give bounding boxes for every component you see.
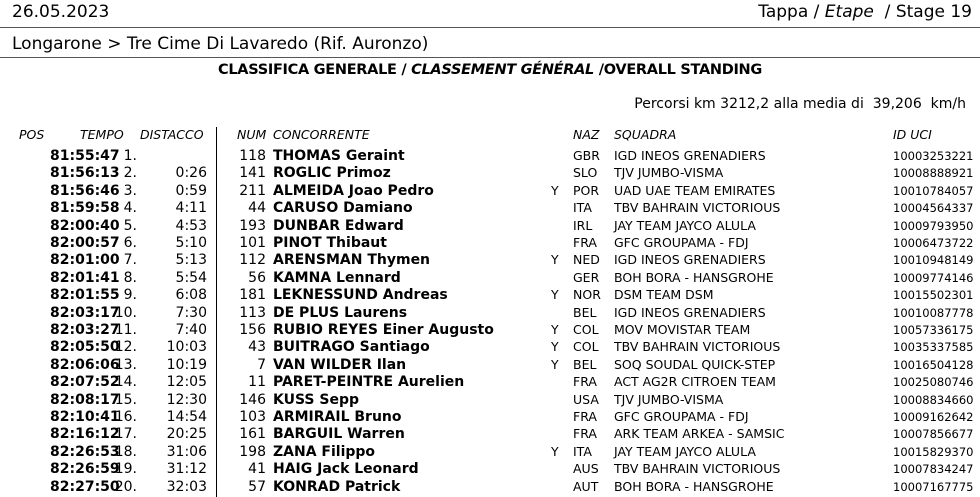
- uci-id: 10008888921: [893, 166, 974, 181]
- total-time: 82:01:55: [50, 287, 120, 304]
- stage-word-it: Tappa: [758, 2, 809, 22]
- team-name: MOV MOVISTAR TEAM: [614, 322, 751, 337]
- team-name: IGD INEOS GRENADIERS: [614, 304, 766, 320]
- race-summary: [634, 96, 966, 112]
- title-fr: CLASSEMENT GÉNÉRAL: [411, 62, 595, 78]
- rider-name: KUSS Sepp: [273, 391, 360, 408]
- table-row: [0, 444, 980, 461]
- total-time: 82:07:52: [50, 374, 120, 391]
- nationality: NED: [573, 252, 600, 268]
- table-row: [0, 200, 980, 217]
- nationality: GBR: [573, 148, 600, 163]
- team-name: ARK TEAM ARKEA - SAMSIC: [614, 426, 785, 442]
- rider-name: DE PLUS Laurens: [273, 304, 408, 321]
- time-gap: 12:05: [166, 374, 207, 391]
- young-rider-flag: Y: [551, 252, 559, 268]
- table-row: [0, 287, 980, 304]
- rider-name: KONRAD Patrick: [273, 478, 401, 495]
- rider-name: RUBIO REYES Einer Augusto: [273, 322, 494, 338]
- nationality: FRA: [573, 409, 597, 424]
- col-header-pos: POS: [19, 127, 45, 142]
- title-it: CLASSIFICA GENERALE: [218, 62, 397, 78]
- position: 9.: [123, 287, 137, 304]
- table-row: [0, 270, 980, 287]
- bib-number: 112: [239, 252, 266, 269]
- table-row: [0, 461, 980, 478]
- nationality: COL: [573, 322, 599, 337]
- table-row: [0, 409, 980, 426]
- team-name: TJV JUMBO-VISMA: [614, 165, 724, 181]
- uci-id: 10015502301: [893, 288, 974, 303]
- uci-id: 10010087778: [893, 305, 974, 320]
- uci-id: 10003253221: [893, 149, 974, 163]
- team-name: SOQ SOUDAL QUICK-STEP: [614, 356, 776, 372]
- total-time: 82:16:12: [50, 426, 120, 443]
- uci-id: 10007167775: [893, 479, 974, 494]
- position: 19.: [114, 461, 137, 478]
- rider-name: ARENSMAN Thymen: [273, 252, 431, 269]
- total-time: 82:08:17: [50, 391, 120, 408]
- time-gap: 32:03: [166, 478, 207, 495]
- total-time: 82:26:59: [50, 461, 120, 478]
- position: 17.: [114, 426, 137, 443]
- rider-name: ZANA Filippo: [273, 443, 376, 460]
- time-gap: 4:53: [175, 217, 207, 234]
- team-name: TJV JUMBO-VISMA: [614, 391, 724, 407]
- col-header-gap: DISTACCO: [140, 127, 204, 142]
- rider-name: BUITRAGO Santiago: [273, 339, 430, 356]
- table-row: [0, 305, 980, 322]
- nationality: AUT: [573, 478, 599, 494]
- bib-number: 7: [257, 356, 266, 373]
- bib-number: 44: [248, 200, 266, 217]
- rider-name: ARMIRAIL Bruno: [273, 409, 402, 425]
- rider-name: VAN WILDER Ilan: [273, 356, 407, 373]
- summary-speed: 39,206: [872, 96, 922, 112]
- position: 15.: [114, 391, 137, 408]
- team-name: JAY TEAM JAYCO ALULA: [614, 443, 756, 459]
- total-time: 82:00:40: [50, 217, 120, 234]
- classification-title: CLASSIFICA GENERALE / CLASSEMENT GÉNÉRAL /OVERALL STANDING: [218, 62, 762, 78]
- title-en: OVERALL STANDING: [603, 62, 762, 78]
- uci-id: 10010948149: [893, 253, 974, 268]
- nationality: USA: [573, 391, 599, 407]
- total-time: 81:56:46: [50, 182, 120, 199]
- position: 8.: [123, 269, 137, 286]
- col-header-num: NUM: [237, 127, 267, 142]
- stage-date: 26.05.2023: [12, 2, 110, 22]
- total-time: 82:26:53: [50, 443, 120, 460]
- time-gap: 0:59: [175, 182, 207, 199]
- table-row: [0, 339, 980, 356]
- table-row: [0, 235, 980, 252]
- summary-label: Percorsi km: [634, 96, 716, 112]
- nationality: POR: [573, 182, 600, 198]
- bib-number: 118: [239, 148, 266, 164]
- time-gap: 7:30: [175, 304, 207, 321]
- stage-label: Tappa / Etape / Stage 19: [758, 2, 972, 22]
- team-name: GFC GROUPAMA - FDJ: [614, 409, 749, 424]
- team-name: GFC GROUPAMA - FDJ: [614, 235, 749, 250]
- young-rider-flag: Y: [551, 182, 559, 198]
- col-header-uci: ID UCI: [893, 127, 932, 142]
- nationality: SLO: [573, 165, 598, 181]
- team-name: TBV BAHRAIN VICTORIOUS: [614, 339, 781, 355]
- time-gap: 5:10: [175, 235, 207, 251]
- bib-number: 57: [248, 478, 266, 495]
- young-rider-flag: Y: [551, 443, 559, 459]
- bib-number: 211: [239, 182, 266, 199]
- col-header-team: SQUADRA: [614, 127, 677, 142]
- position: 14.: [114, 374, 137, 391]
- young-rider-flag: Y: [551, 339, 559, 355]
- team-name: ACT AG2R CITROEN TEAM: [614, 374, 776, 390]
- table-row: [0, 148, 980, 165]
- uci-id: 10009162642: [893, 410, 974, 424]
- total-time: 81:55:47: [50, 148, 120, 164]
- total-time: 82:10:41: [50, 409, 120, 425]
- young-rider-flag: Y: [551, 322, 559, 337]
- table-row: [0, 183, 980, 200]
- total-time: 82:01:41: [50, 269, 120, 286]
- bib-number: 103: [239, 409, 266, 425]
- route-divider: [0, 57, 980, 58]
- table-row: [0, 165, 980, 182]
- rider-name: DUNBAR Edward: [273, 217, 404, 234]
- bib-number: 181: [239, 287, 266, 304]
- nationality: IRL: [573, 217, 593, 233]
- rider-name: ROGLIC Primoz: [273, 165, 391, 182]
- summary-unit: km/h: [930, 96, 966, 112]
- time-gap: 20:25: [166, 426, 207, 443]
- rider-name: CARUSO Damiano: [273, 200, 413, 217]
- team-name: UAD UAE TEAM EMIRATES: [614, 182, 776, 198]
- table-row: [0, 479, 980, 496]
- nationality: COL: [573, 339, 599, 355]
- time-gap: 4:11: [175, 200, 207, 217]
- time-gap: 6:08: [175, 287, 207, 304]
- time-gap: 31:12: [166, 461, 207, 478]
- nationality: BEL: [573, 356, 597, 372]
- table-row: [0, 374, 980, 391]
- table-row: [0, 392, 980, 409]
- uci-id: 10006473722: [893, 236, 974, 250]
- position: 3.: [123, 182, 137, 199]
- position: 2.: [123, 165, 137, 182]
- young-rider-flag: Y: [551, 287, 559, 303]
- total-time: 82:00:57: [50, 235, 120, 251]
- team-name: BOH BORA - HANSGROHE: [614, 478, 774, 494]
- team-name: IGD INEOS GRENADIERS: [614, 148, 766, 163]
- summary-distance: 3212,2: [720, 96, 770, 112]
- total-time: 82:27:50: [50, 478, 120, 495]
- bib-number: 56: [248, 269, 266, 286]
- uci-id: 10025080746: [893, 375, 974, 390]
- team-name: DSM TEAM DSM: [614, 287, 714, 303]
- route-title: Longarone > Tre Cime Di Lavaredo (Rif. Auronzo): [12, 34, 429, 54]
- nationality: NOR: [573, 287, 601, 303]
- uci-id: 10007834247: [893, 462, 974, 477]
- table-row: [0, 426, 980, 443]
- nationality: FRA: [573, 426, 597, 442]
- table-row: [0, 252, 980, 269]
- position: 1.: [123, 148, 137, 164]
- position: 18.: [114, 443, 137, 460]
- rider-name: BARGUIL Warren: [273, 426, 405, 443]
- uci-id: 10015829370: [893, 444, 974, 459]
- time-gap: 12:30: [166, 391, 207, 408]
- rider-name: PINOT Thibaut: [273, 235, 387, 251]
- nationality: FRA: [573, 235, 597, 250]
- time-gap: 10:03: [166, 339, 207, 356]
- summary-avg-label: alla media di: [773, 96, 864, 112]
- team-name: JAY TEAM JAYCO ALULA: [614, 217, 756, 233]
- uci-id: 10009774146: [893, 270, 974, 285]
- nationality: FRA: [573, 374, 597, 390]
- position: 7.: [123, 252, 137, 269]
- nationality: GER: [573, 269, 600, 285]
- position: 4.: [123, 200, 137, 217]
- nationality: ITA: [573, 443, 592, 459]
- time-gap: 7:40: [175, 322, 207, 338]
- bib-number: 156: [239, 322, 266, 338]
- bib-number: 101: [239, 235, 266, 251]
- uci-id: 10007856677: [893, 427, 974, 442]
- table-row: [0, 218, 980, 235]
- stage-number: 19: [950, 2, 972, 22]
- position: 5.: [123, 217, 137, 234]
- col-header-nat: NAZ: [573, 127, 600, 142]
- rider-name: THOMAS Geraint: [273, 148, 405, 164]
- bib-number: 11: [248, 374, 266, 391]
- uci-id: 10016504128: [893, 357, 974, 372]
- uci-id: 10010784057: [893, 183, 974, 198]
- rider-name: KAMNA Lennard: [273, 269, 401, 286]
- col-header-time: TEMPO: [80, 127, 124, 142]
- bib-number: 41: [248, 461, 266, 478]
- total-time: 82:03:27: [50, 322, 120, 338]
- nationality: ITA: [573, 200, 592, 216]
- uci-id: 10035337585: [893, 340, 974, 355]
- bib-number: 141: [239, 165, 266, 182]
- bib-number: 193: [239, 217, 266, 234]
- rider-name: HAIG Jack Leonard: [273, 461, 419, 478]
- stage-word-en: Stage: [895, 2, 945, 22]
- position: 13.: [114, 356, 137, 373]
- total-time: 81:56:13: [50, 165, 120, 182]
- position: 20.: [114, 478, 137, 495]
- position: 11.: [114, 322, 137, 338]
- col-header-rider: CONCORRENTE: [273, 127, 370, 142]
- bib-number: 113: [239, 304, 266, 321]
- team-name: TBV BAHRAIN VICTORIOUS: [614, 200, 781, 216]
- time-gap: 0:26: [175, 165, 207, 182]
- bib-number: 161: [239, 426, 266, 443]
- young-rider-flag: Y: [551, 356, 559, 372]
- nationality: AUS: [573, 461, 599, 477]
- team-name: BOH BORA - HANSGROHE: [614, 269, 774, 285]
- rider-name: PARET-PEINTRE Aurelien: [273, 374, 465, 391]
- total-time: 82:06:06: [50, 356, 120, 373]
- uci-id: 10004564337: [893, 201, 974, 216]
- stage-word-fr: Etape: [824, 2, 874, 22]
- bib-number: 43: [248, 339, 266, 356]
- time-gap: 10:19: [166, 356, 207, 373]
- position: 10.: [114, 304, 137, 321]
- uci-id: 10008834660: [893, 392, 974, 407]
- time-gap: 5:54: [175, 269, 207, 286]
- header-divider: [0, 27, 980, 28]
- team-name: TBV BAHRAIN VICTORIOUS: [614, 461, 781, 477]
- position: 6.: [123, 235, 137, 251]
- total-time: 82:05:50: [50, 339, 120, 356]
- table-row: [0, 322, 980, 339]
- time-gap: 31:06: [166, 443, 207, 460]
- uci-id: 10009793950: [893, 218, 974, 233]
- total-time: 82:03:17: [50, 304, 120, 321]
- rider-name: LEKNESSUND Andreas: [273, 287, 448, 304]
- time-gap: 14:54: [166, 409, 207, 425]
- uci-id: 10057336175: [893, 323, 974, 337]
- bib-number: 146: [239, 391, 266, 408]
- table-row: [0, 357, 980, 374]
- position: 16.: [114, 409, 137, 425]
- team-name: IGD INEOS GRENADIERS: [614, 252, 766, 268]
- total-time: 82:01:00: [50, 252, 120, 269]
- time-gap: 5:13: [175, 252, 207, 269]
- position: 12.: [114, 339, 137, 356]
- total-time: 81:59:58: [50, 200, 120, 217]
- rider-name: ALMEIDA Joao Pedro: [273, 182, 434, 199]
- nationality: BEL: [573, 304, 597, 320]
- bib-number: 198: [239, 443, 266, 460]
